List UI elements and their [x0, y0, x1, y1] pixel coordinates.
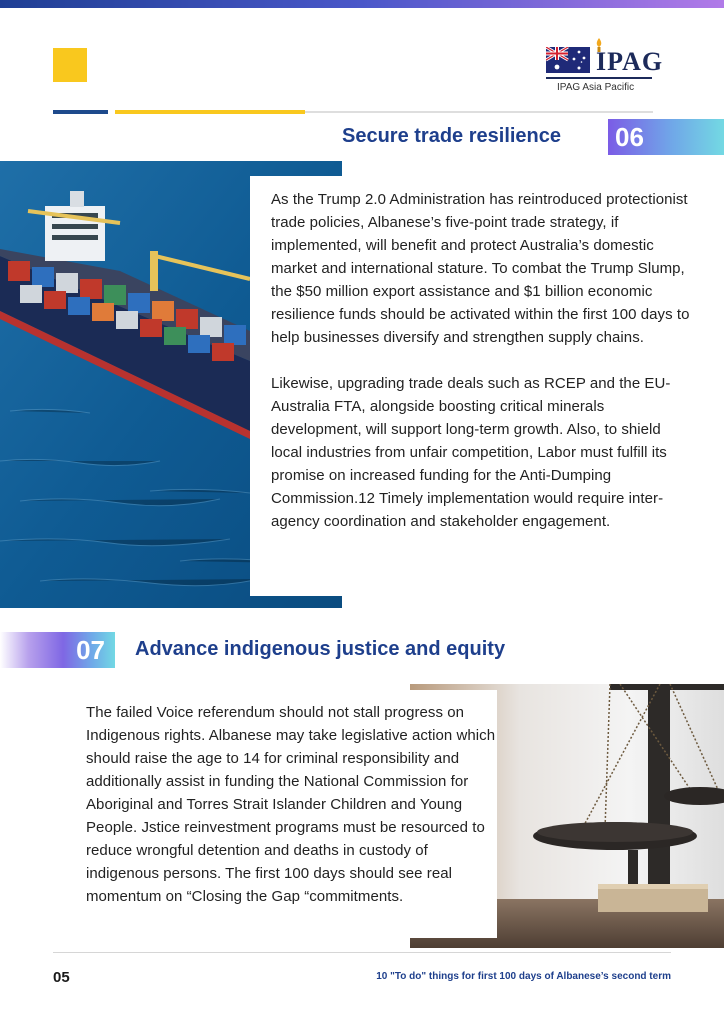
footer-rule: [53, 952, 671, 953]
section-06-paragraph-2: Likewise, upgrading trade deals such as RCEP and the EU-Australia FTA, alongside boosting critical minerals development, will support long-term growth. Also, to shield local industries from unfair competition, Labor must fulfill its promise on increased funding for the Anti-Dumping Commission.12 Timely implementation would require inter-agency coordination and stakeholder engagement.: [271, 375, 671, 530]
page-number: 05: [53, 969, 70, 986]
section-07-paragraph-1: The failed Voice referendum should not stall progress on Indigenous rights. Albanese may take legislative action which should raise the age to 14 for criminal responsibility and additionally assist in funding the National Commission for Aboriginal and Torres Strait Islander Children and Young People. Jstice reinvestment programs must be resourced to reduce wrongful detention and deaths in custody of indigenous persons. The first 100 days should see real momentum on “Closing the Gap “commitments.: [86, 704, 496, 905]
yellow-accent-square: [53, 48, 87, 82]
section-07-number-badge: 07: [0, 632, 115, 668]
section-06-paragraph-1: As the Trump 2.0 Administration has reintroduced protectionist trade policies, Albanese’s five-point trade strategy, if implemented, will benefit and protect Australia’s domestic market and international stature. To combat the Trump Slump, the $50 million export assistance and $1 billion economic resilience funds should be activated within the first 100 days to help businesses diversify and strengthen supply chains.: [271, 191, 690, 346]
ipag-logo: [546, 38, 664, 96]
australian-flag-icon: [546, 47, 590, 73]
footer-document-title: 10 "To do" things for first 100 days of Albanese’s second term: [376, 971, 671, 982]
top-gradient-bar: [0, 0, 724, 8]
logo-wordmark: IPAG: [596, 47, 664, 76]
section-06-number-badge: 06: [608, 119, 724, 155]
section-06-text-panel: [250, 176, 690, 596]
logo-subtitle: IPAG Asia Pacific: [557, 82, 635, 93]
header-rule-navy: [53, 110, 108, 114]
header-rule-grey: [305, 111, 653, 113]
section-07-text-panel: [67, 690, 497, 938]
header-rule-yellow: [115, 110, 305, 114]
logo-underline: [546, 77, 652, 79]
section-07-title: Advance indigenous justice and equity: [135, 638, 506, 660]
section-06-title: Secure trade resilience: [342, 125, 562, 147]
